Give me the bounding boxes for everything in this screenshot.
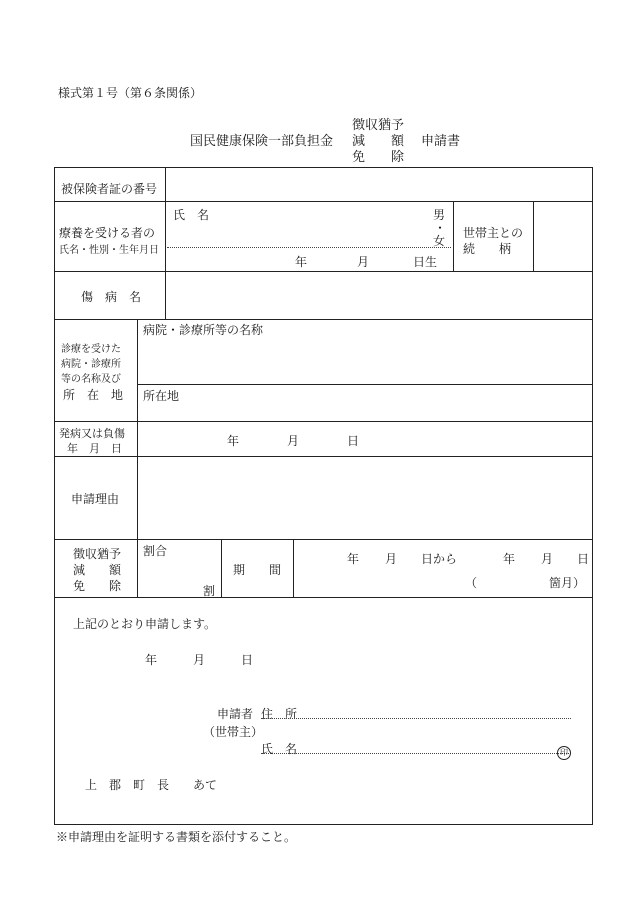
onset-year-label: 年	[227, 434, 240, 448]
ratio-label: 割合	[143, 544, 168, 558]
sex-female[interactable]: 女	[433, 234, 446, 248]
period-from-year: 年	[347, 552, 360, 566]
title-suffix: 申請書	[421, 134, 461, 149]
hospital-label-line1: 診療を受けた	[61, 344, 121, 355]
patient-label-line1: 療養を受ける者の	[59, 226, 156, 240]
relation-label-line2: 続 柄	[463, 242, 512, 256]
declaration-year: 年	[145, 653, 158, 667]
title-option-reduce: 減 額	[352, 134, 405, 149]
reduction-label-line3: 免 除	[73, 579, 122, 593]
reduction-label-line2: 減 額	[73, 563, 122, 577]
applicant-name-label: 氏 名	[261, 742, 298, 756]
title-option-defer: 徴収猶予	[352, 118, 405, 133]
hospital-label-line4: 所 在 地	[63, 388, 124, 402]
reduction-label-line1: 徴収猶予	[73, 547, 122, 561]
patient-name-field[interactable]	[225, 222, 425, 242]
ratio-field[interactable]	[155, 560, 199, 578]
period-from-month: 月	[385, 552, 398, 566]
onset-month-label: 月	[287, 434, 300, 448]
patient-label-line2: 氏名・性別・生年月日	[59, 245, 159, 256]
title-option-exempt: 免 除	[352, 150, 405, 165]
disease-field[interactable]	[175, 286, 585, 306]
page-title: 国民健康保険一部負担金	[190, 134, 334, 149]
period-to-year: 年	[503, 552, 516, 566]
applicant-name-field[interactable]	[313, 737, 549, 753]
seal-mark: 印	[557, 746, 571, 760]
relation-label-line1: 世帯主との	[463, 226, 524, 240]
period-to-month: 月	[541, 552, 554, 566]
period-label: 期 間	[233, 563, 282, 577]
household-label: （世帯主）	[203, 725, 264, 739]
relation-field[interactable]	[537, 218, 589, 258]
dob-year-label: 年	[295, 255, 308, 269]
applicant-address-field[interactable]	[313, 702, 569, 718]
footnote: ※申請理由を証明する書類を添付すること。	[56, 830, 297, 844]
hospital-name-label: 病院・診療所等の名称	[143, 323, 264, 337]
insured-number-label: 被保険者証の番号	[61, 182, 158, 196]
reason-field[interactable]	[145, 462, 585, 534]
ratio-unit: 割	[203, 584, 216, 598]
months-close: 箇月）	[549, 576, 586, 590]
sex-male[interactable]: 男	[433, 208, 446, 222]
form-number: 様式第１号（第６条関係）	[58, 86, 203, 100]
addressee: 上 郡 町 長 あて	[85, 778, 218, 792]
period-from-day: 日から	[421, 552, 458, 566]
hospital-address-label: 所在地	[143, 389, 180, 403]
dob-month-label: 月	[357, 255, 370, 269]
hospital-label-line3: 等の名称及び	[61, 374, 121, 385]
disease-label: 傷 病 名	[81, 290, 142, 304]
declaration-day: 日	[241, 653, 254, 667]
hospital-address-field[interactable]	[195, 388, 585, 416]
dob-day-label: 日生	[413, 255, 438, 269]
application-form	[54, 167, 593, 825]
sex-separator: ・	[434, 221, 447, 235]
insured-number-field[interactable]	[175, 180, 585, 196]
patient-name-label: 氏 名	[173, 208, 210, 222]
applicant-label: 申請者	[217, 707, 254, 721]
hospital-label-line2: 病院・診療所	[61, 359, 121, 370]
reason-label: 申請理由	[71, 492, 120, 506]
months-open: （	[465, 576, 478, 590]
hospital-name-field[interactable]	[143, 340, 583, 380]
applicant-address-label: 住 所	[261, 707, 298, 721]
onset-label-line2: 年 月 日	[67, 442, 122, 455]
period-to-day: 日	[577, 552, 590, 566]
onset-day-label: 日	[347, 434, 360, 448]
declaration-month: 月	[193, 653, 206, 667]
onset-label-line1: 発病又は負傷	[59, 427, 125, 440]
declaration-statement: 上記のとおり申請します。	[73, 617, 217, 631]
